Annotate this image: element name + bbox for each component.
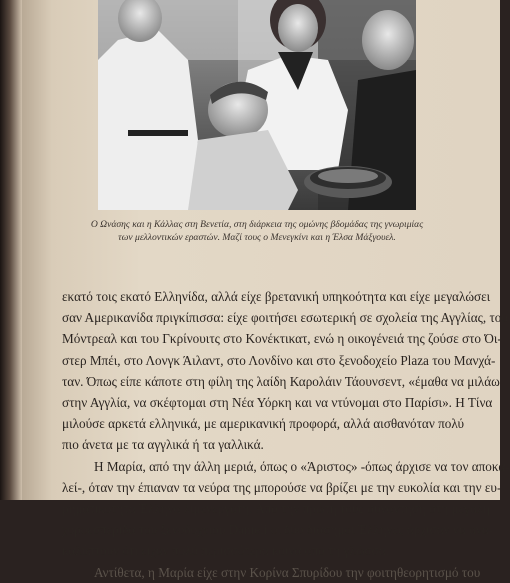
caption-line: Ο Ωνάσης και η Κάλλας στη Βενετία, στη διάρκεια της ομώνης βδομάδας της γνωριμίας: [90, 219, 424, 230]
text-line: στην Αγγλία, να σκέφτομαι στη Νέα Υόρκη και να ντύνομαι στο Παρίσι». Η Τίνα: [62, 395, 493, 411]
text-line: Η Μαρία, από την άλλη μεριά, όπως ο «Άριστος» -όπως άρχισε να τον αποκα-: [94, 458, 510, 474]
text-line: καλύπτουν ότι είχαν πολύ περισσότερα κοινά από τη γλώσσα.: [62, 543, 389, 559]
text-line: χοροεσπερίδα του ξενοδοχείου Danieli οι δύο διάσημοι Έλληνες άρχισαν να ανα-: [62, 522, 494, 538]
text-line: ταν. Όπως είπε κάποτε στη φίλη της λαίδη Καρολάιν Τάουνσεντ, «έμαθα να μιλάω: [62, 373, 500, 389]
photograph: [98, 0, 416, 210]
text-line: ρηματικότητα Έλληνα λιμενεργάτη. Από την πρώτη τους συνάντηση στη μεγάλη: [62, 501, 491, 517]
text-line: πιο άνετα με τα αγγλικά ή τα γαλλικά.: [62, 437, 264, 453]
photograph-image: [98, 0, 416, 210]
photo-caption: [82, 218, 432, 244]
text-line: Αντίθετα, η Μαρία είχε στην Κορίνα Σπυρίδου την φοιτηθεορητισμό του: [94, 564, 481, 580]
text-line: εκατό τοις εκατό Ελληνίδα, αλλά είχε βρετανική υπηκοότητα και είχε μεγαλώσει: [62, 289, 491, 304]
text-line: στερ Μπέι, στο Λονγκ Άιλαντ, στο Λονδίνο και στο ξενοδοχείο Plaza του Μανχά-: [62, 352, 496, 368]
body-text: [62, 286, 510, 583]
book-page: [22, 0, 510, 580]
book-spine: [0, 0, 22, 500]
text-line: λεί-, όταν την έπιαναν τα νεύρα της μπορούσε να βρίζει με την ευκολία και την ευ-: [62, 479, 502, 495]
text-line: Μόντρεαλ και του Γκρίνουιτς στο Κονέκτικατ, ενώ η οικογένειά της ζούσε στο Όι-: [62, 331, 502, 347]
text-line: σαν Αμερικανίδα πριγκίπισσα: είχε φοιτήσει εσωτερική σε σχολεία της Αγγλίας, του: [62, 310, 508, 326]
text-line: μιλούσε αρκετά ελληνικά, με αμερικανική προφορά, αλλά αισθανόταν πολύ: [62, 416, 465, 432]
caption-line: των μελλοντικών εραστών. Μαζί τους ο Μενεγκίνι και η Έλσα Μάξγουελ.: [118, 232, 396, 243]
